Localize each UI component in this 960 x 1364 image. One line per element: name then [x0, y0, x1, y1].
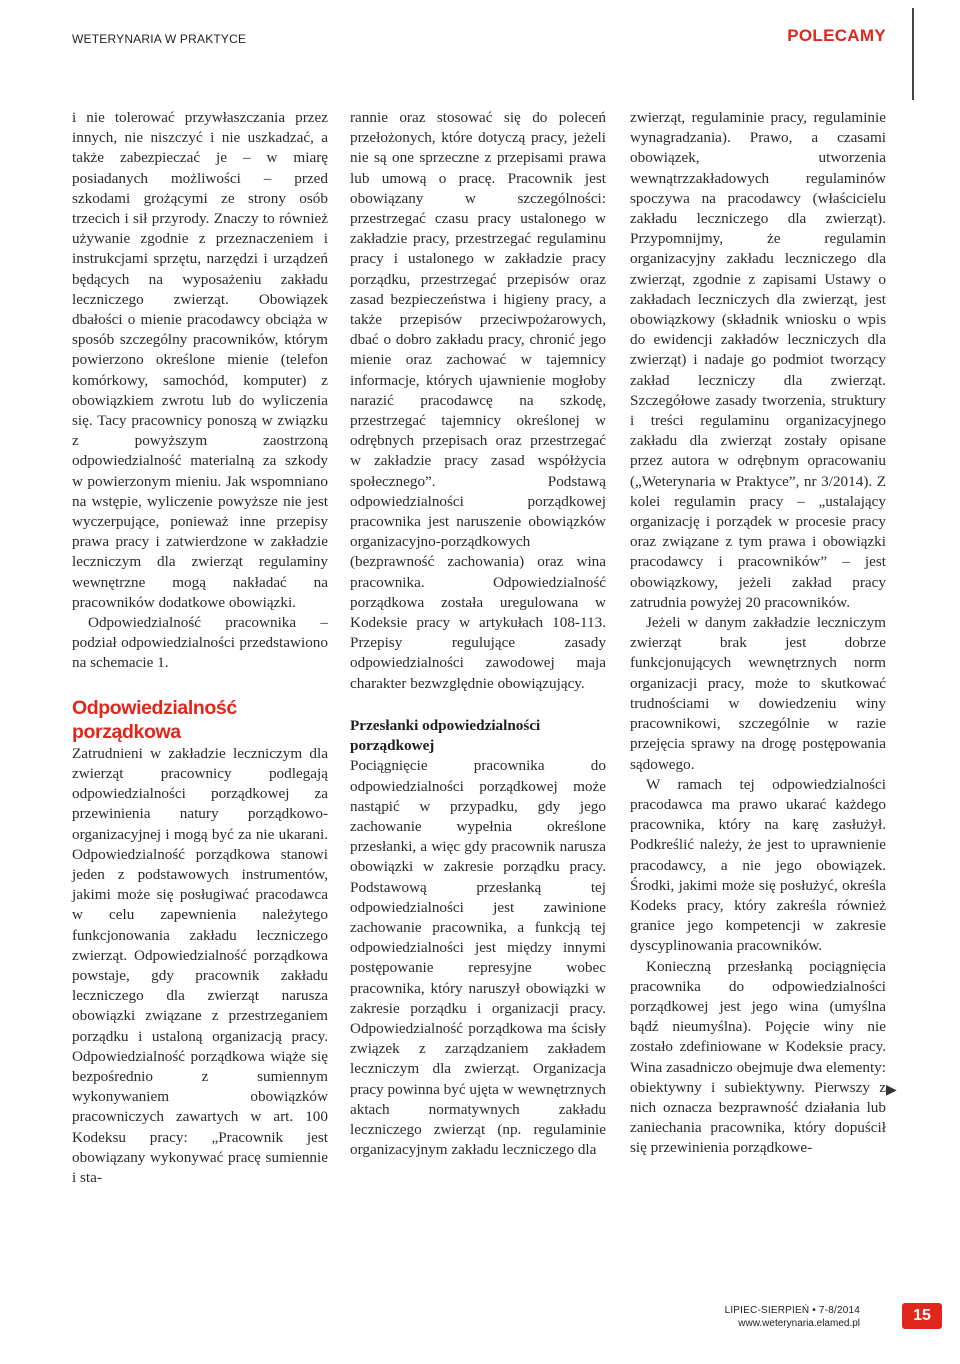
header-divider	[912, 8, 914, 100]
continue-arrow-icon: ▶	[886, 1082, 897, 1098]
subsection-heading: Przesłanki odpowiedzialności porządkowej	[350, 716, 541, 755]
paragraph: rannie oraz stosować się do poleceń przełożonych, które dotyczą pracy, jeżeli nie są one sprzeczne z przepisami prawa lub umową o pracę. Pracownik jest obowiązany w szczególności: przestrzegać czasu pracy ustalonego w zakładzie pracy, przestrzegać regulaminu pracy i ustalonego w zakładzie pracy porządku, przestrzegać przepisów oraz zasad bezpieczeństwa i higieny pracy, a także przepisów przeciwpożarowych, dbać o dobro zakładu pracy, chronić jego mienie oraz zachować w tajemnicy informacje, których ujawnienie mogłoby narazić pracodawcę na szkodę, przestrzegać tajemnicy określonej w odrębnych przepisach oraz przestrzegać w zakładzie pracy zasad współżycia społecznego”. Podstawą odpowiedzialności porządkowej pracownika jest naruszenie obowiązków organizacyjno-porządkowych (bezprawność zachowania) oraz wina pracownika. Odpowiedzialność porządkowa została uregulowana w Kodeksie pracy w artykułach 108-113. Przepisy regulujące zasady odpowiedzialności zawodowej maja charakter bezwzględnie obowiązujący.	[350, 109, 606, 692]
footer-issue-date: LIPIEC-SIERPIEŃ • 7-8/2014	[724, 1305, 860, 1316]
paragraph: zwierząt, regulaminie pracy, regulaminie wynagradzania). Prawo, a czasami obowiązek, utworzenia wewnątrzzakładowych regulaminów spoczywa na pracodawcy (właścicielu zakładu leczniczego dla zwierząt). Przypomnijmy, że regulamin organizacyjny zakładu leczniczego dla zwierząt, zgodnie z zapisami Ustawy o zakładach leczniczych dla zwierząt, jest obowiązkowy (składnik wniosku o wpis do ewidencji zakładów leczniczych dla zwierząt) i nadaje go podmiot tworzący zakład leczniczy dla zwierząt. Szczegółowe zasady tworzenia, struktury i treści regulaminu organizacyjnego zakładu dla zwierząt zostały opisane przez autora w odrębnym opracowaniu („Weterynaria w Praktyce”, nr 3/2014). Z kolei regulamin pracy – „ustalający organizację i porządek w procesie pracy oraz związane z tym prawa i obowiązki pracodawcy i pracowników” – jest obowiązkowy, jeżeli zakład pracy zatrudnia powyżej 20 pracowników.	[630, 109, 886, 611]
header-magazine-name: WETERYNARIA W PRAKTYCE	[72, 32, 247, 46]
article-column-1	[72, 108, 328, 1188]
paragraph: W ramach tej odpowiedzialności pracodawca ma prawo ukarać każdego pracownika, który na karę zasłużył. Podkreślić należy, że jest to uprawnienie pracodawcy, a nie jego obowiązek. Środki, jakimi może się posłużyć, określa Kodeks pracy, który zakreśla również granice jego kompetencji w zakresie dyscyplinowania pracowników.	[630, 775, 886, 955]
footer-website-link[interactable]: www.weterynaria.elamed.pl	[738, 1318, 860, 1329]
paragraph: i nie tolerować przywłaszczania przez innych, nie niszczyć i nie uszkadzać, a także zabezpieczać je – w miarę posiadanych możliwości – przed szkodami grożącymi ze strony osób trzecich i sił przyrody. Znaczy to również używanie zgodnie z przeznaczeniem i instrukcjami sprzętu, narzędzi i urządzeń będących na wyposażeniu zakładu leczniczego zwierząt. Obowiązek dbałości o mienie pracodawcy obciąża w sposób szczególny pracowników, którym powierzono określone mienie (telefon komórkowy, samochód, komputer) z obowiązkiem zwrotu lub do wyliczenia się. Tacy pracownicy ponoszą w związku z powyższym zaostrzoną odpowiedzialność materialną za szkody w powierzonym mieniu. Jak wspomniano na wstępie, wyliczenie powyższe nie jest wyczerpujące, ponieważ inne przepisy prawa pracy i zatwierdzone w zakładzie leczniczym dla zwierząt regulaminy wewnętrzne mogą nakładać na pracowników dodatkowe obowiązki.	[72, 109, 328, 611]
paragraph: Odpowiedzialność pracownika – podział odpowiedzialności przedstawiono na schemacie 1.	[72, 614, 328, 672]
page-number-badge: 15	[902, 1303, 942, 1329]
paragraph: Konieczną przesłanką pociągnięcia pracownika do odpowiedzialności porządkowej jest jego wina (umyślna bądź nieumyślna). Pojęcie winy nie zostało zdefiniowane w Kodeksie pracy. Wina zasadniczo obejmuje dwa elementy: obiektywny i subiektywny. Pierwszy z nich oznacza bezprawność działania lub zaniechania pracownika, który dopuścił się przewinienia porządkowe-	[630, 957, 886, 1157]
header-section-label: POLECAMY	[787, 26, 886, 45]
paragraph: Zatrudnieni w zakładzie leczniczym dla zwierząt pracownicy podlegają odpowiedzialności porządkowej za przewinienia natury porządkowo-organizacyjnej i mogą być za nie ukarani. Odpowiedzialność porządkowa stanowi jeden z podstawowych instrumentów, jakimi może się posługiwać pracodawca w celu zapewnienia należytego funkcjonowania zakładu leczniczego zwierząt. Odpowiedzialność porządkowa powstaje, gdy pracownik zakładu leczniczego dla zwierząt narusza obowiązki związane z przestrzeganiem porządku i ustaloną organizacją pracy. Odpowiedzialność porządkowa wiąże się bezpośrednio z sumiennym wykonywaniem obowiązków pracowniczych zawartych w art. 100 Kodeksu pracy: „Pracownik jest obowiązany wykonywać pracę sumiennie i sta-	[72, 744, 328, 1186]
section-heading: Odpowiedzialność porządkowa	[72, 696, 237, 743]
article-column-3	[630, 108, 886, 1159]
paragraph: Pociągnięcie pracownika do odpowiedzialności porządkowej może nastąpić w przypadku, gdy jego zachowanie wypełnia określone przesłanki, a więc gdy pracownik narusza obowiązki w zakresie porządku pracy. Podstawową przesłanką tej odpowiedzialności jest zawinione zachowanie pracownika, a funkcją tej odpowiedzialności jest między innymi postępowanie represyjne wobec pracownika, który naruszył obowiązki w zakresie porządku i organizacji pracy. Odpowiedzialność porządkowa ma ścisły związek z zarządzaniem zakładem leczniczym dla zwierząt. Organizacja pracy powinna być ujęta w wewnętrznych aktach normatywnych zakładu leczniczego zwierząt (np. regulaminie organizacyjnym zakładu leczniczego dla	[350, 757, 606, 1159]
paragraph: Jeżeli w danym zakładzie leczniczym zwierząt brak jest dobrze funkcjonujących wewnętrznych norm organizacji pracy, może to skutkować trudnościami w dowiedzeniu winy pracownikowi, szczególnie w razie przejęcia sprawy na drogę postępowania sądowego.	[630, 614, 886, 773]
article-column-2	[350, 108, 606, 1160]
